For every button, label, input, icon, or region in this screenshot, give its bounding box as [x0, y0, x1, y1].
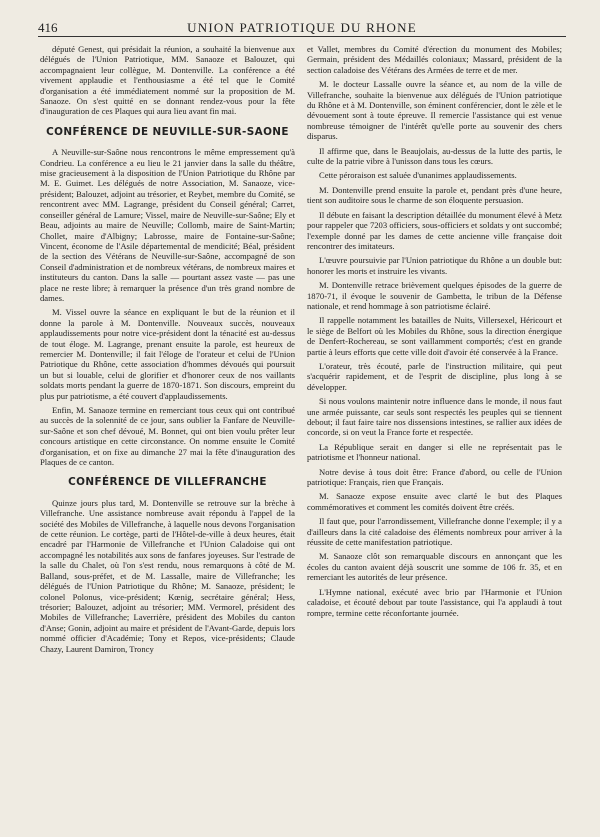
paragraph: Quinze jours plus tard, M. Dontenville se retrouve sur la brèche à Villefranche. Une assistance nombreuse avait répondu à l'appel de la société des Mobiles de Villefranche, à laquelle nous devons l'organisation de cette réunion. Le cortège, parti de l'Hôtel-de-ville à deux heures, était encadré par l'Harmonie de Villefranche et l'Union Caladoise qui ont accompagné les notabilités aux sons de fanfares joyeuses. Sur l'estrade de la salle du Chalet, où l'on s'est rendu, nous remarquons à côté de M. Balland, sous-préfet, et de M. Lassalle, maire de Villefranche; les délégués de l'Union Patriotique du Rhône; M. Sanaoze, président; le colonel Polonus, vice-président; Kœnig, secrétaire général; Hess, trésorier; Balouzet, adjoint au trésorier; MM. Vermorel, président des Mobiles de Villefranche; Laverrière, président des Mobiles du canton d'Anse; Gonin, adjoint au maire et président de l'Avant-Garde, depuis lors nommé officier d'Académie; Tony et Repos, vice-présidents; Claude Chazy, Laurent Damiron, Troncy: [40, 497, 295, 654]
paragraph: L'orateur, très écouté, parle de l'instruction militaire, qui peut s'acquérir rapidement, et de l'esprit de discipline, plus long à se développer.: [307, 360, 562, 392]
paragraph: et Vallet, membres du Comité d'érection du monument des Mobiles; Germain, président des Médaillés coloniaux; Massard, président de la section caladoise des Vétérans des Armées de terre et de mer.: [307, 44, 562, 75]
paragraph: M. Vissel ouvre la séance en expliquant le but de la réunion et il donne la parole à M. Dontenville. Nouveaux succès, nouveaux applaudissements pour notre vice-président dont la ténacité est au-dessus de tout éloge. M. Lagrange, prenant ensuite la parole, est heureux de remercier M. Dontenville; il fait l'éloge de l'orateur et celui de l'Union Patriotique du Rhône, cette association d'hommes dévoués qui poursuit un but si louable, celui de glorifier et d'honorer ceux de nos vaillants soldats morts pendant la guerre de 1870-1871. Son discours, empreint du plus pur patriotisme, a été couvert d'applaudissements.: [40, 307, 295, 401]
section-heading: CONFÉRENCE DE VILLEFRANCHE: [68, 476, 267, 489]
header-rule: [38, 36, 566, 37]
paragraph: M. Sanaoze expose ensuite avec clarté le but des Plaques commémoratives et comment les comités doivent être créés.: [307, 491, 562, 512]
paragraph: A Neuville-sur-Saône nous rencontrons le même empressement qu'à Condrieu. La conférence a eu lieu le 21 janvier dans la salle du théâtre, mise gracieusement à la disposition de l'Union Patriotique du Rhône par M. E. Guimet. Les délégués de notre Association, M. Sanaoze, vice-président; Balouzet, adjoint au trésorier, et Reybet, membre du Comité, se rencontrent avec MM. Lagrange, président du Conseil général; Carret, conseiller général de Lamure; Vissel, maire de Neuville-sur-Saône; Ely et Beau, adjoints au maire de Neuville; Collomb, maire de Saint-Martin; Chollet, maire d'Albigny; Labrosse, maire de Fontaine-sur-Saône; Vincent, économe de l'Asile départemental de mendicité; Béal, président de la section des Vétérans de Neuville-sur-Saône, accompagné de son Conseil d'administration et de nombreux vétérans, de nombreux maires et instituteurs du canton. Dans la salle — pourtant assez vaste — pas une place ne reste libre; à remarquer la présence d'un très grand nombre de dames.: [40, 147, 295, 303]
running-title: UNION PATRIOTIQUE DU RHONE: [187, 20, 417, 35]
paragraph: M. Sanaoze clôt son remarquable discours en annonçant que les écoles du canton avaient déjà souscrit une somme de 106 fr. 35, et en remerciant les autorités de leur présence.: [307, 551, 562, 583]
paragraph: Cette péroraison est saluée d'unanimes applaudissements.: [319, 170, 517, 181]
paragraph: Si nous voulons maintenir notre influence dans le monde, il nous faut une armée puissante, car seuls sont respectés les peuples qui se tiennent debout; il faut faire taire nos dissensions intestines, se rallier aux idées de concorde, si on veut la France forte et respectée.: [307, 396, 562, 438]
paragraph: Notre devise à tous doit être: France d'abord, ou celle de l'Union patriotique: Français, rien que Français.: [307, 466, 562, 488]
paragraph: Il rappelle notamment les batailles de Nuits, Villersexel, Héricourt et le siège de Belfort où les Mobiles du Rhône, sous la direction énergique de Denfert-Rochereau, se sont vaillamment comportés; c'est en grande partie à leurs efforts que cette ville doit d'avoir été conservée à la France.: [307, 315, 562, 357]
paragraph: Il faut que, pour l'arrondissement, Villefranche donne l'exemple; il y a d'ailleurs dans la cité caladoise des éléments nombreux pour arriver à la réussite de cette manifestation patriotique.: [307, 516, 562, 548]
paragraph: M. le docteur Lassalle ouvre la séance et, au nom de la ville de Villefranche, souhaite la bienvenue aux délégués de l'Union patriotique du Rhône et à M. Dontenville, son éminent conférencier, dont le zèle et le dévouement sont à toute épreuve. Il remercie l'assistance qui est venue nombreuse témoigner de l'intérêt qu'elle porte au souvenir des chers disparus.: [307, 79, 562, 142]
page-number: 416: [38, 20, 58, 35]
section-heading: CONFÉRENCE DE NEUVILLE-SUR-SAONE: [46, 125, 289, 138]
paragraph: Il affirme que, dans le Beaujolais, au-dessus de la lutte des partis, le culte de la patrie vibre à l'unisson dans tous les cœurs.: [307, 145, 562, 167]
paragraph: L'œuvre poursuivie par l'Union patriotique du Rhône a un double but: honorer les morts et instruire les vivants.: [307, 255, 562, 276]
paragraph: Il débute en faisant la description détaillée du monument élevé à Metz pour rappeler que 7203 officiers, sous-officiers et soldats y ont succombé; l'exemple donné par les dames de cette ancienne ville française doit rencontrer des imitateurs.: [307, 209, 562, 251]
paragraph: M. Dontenville prend ensuite la parole et, pendant près d'une heure, tient son auditoire sous le charme de son éloquente persuasion.: [307, 184, 562, 206]
left-column: [40, 44, 295, 658]
paragraph: M. Dontenville retrace brièvement quelques épisodes de la guerre de 1870-71, il évoque le souvenir de Gambetta, le tribun de la Défense nationale, et rend hommage à son patriotisme éclairé.: [307, 280, 562, 311]
paragraph: La République serait en danger si elle ne représentait pas le patriotisme et l'honneur national.: [307, 441, 562, 463]
paragraph: député Genest, qui présidait la réunion, a souhaité la bienvenue aux délégués de l'Union Patriotique, MM. Sanaoze et Balouzet, qui accompagnaient leur collègue, M. Dontenville. La conférence a été vivement applaudie et l'enthousiasme a été tel que le Comité d'organisation a été immédiatement nommé sur la proposition de M. Sanaoze. On s'est quitté en se donnant rendez-vous pour la fête d'inauguration de ces Plaques qui aura lieu avant fin mai.: [40, 44, 295, 117]
right-column: [307, 44, 562, 622]
paragraph: Enfin, M. Sanaoze termine en remerciant tous ceux qui ont contribué au succès de la solennité de ce jour, sans oublier la Fanfare de Neuville-sur-Saône et son chef dévoué, M. Bonnet, qui ont bien voulu prêter leur concours artistique en cette circonstance. On nomme ensuite le Comité d'organisation, et on fixe au dimanche 27 mai la fête d'inauguration des Plaques de ce canton.: [40, 405, 295, 468]
paragraph: L'Hymne national, exécuté avec brio par l'Harmonie et l'Union caladoise, et écouté debout par toute l'assistance, qui l'a applaudi à tout rompre, termine cette réconfortante journée.: [307, 586, 562, 618]
